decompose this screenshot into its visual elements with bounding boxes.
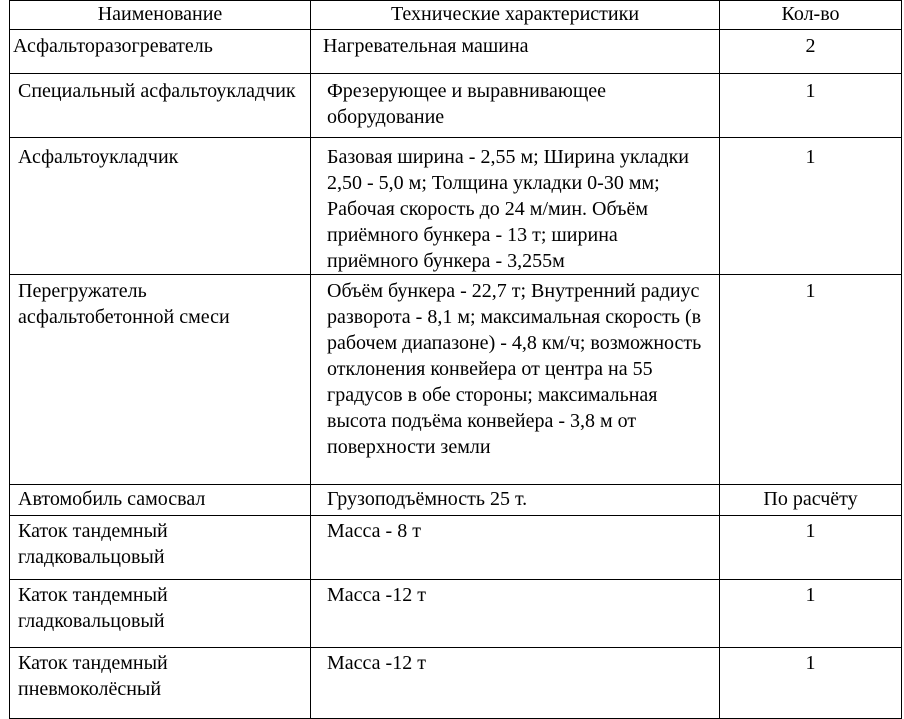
cell-qty-text: По расчёту bbox=[763, 488, 858, 510]
cell-qty-text: 1 bbox=[805, 652, 816, 674]
header-name: Наименование bbox=[10, 1, 311, 30]
cell-tech bbox=[311, 485, 720, 516]
cell-qty-text: 2 bbox=[805, 35, 816, 57]
cell-tech-text: Грузоподъёмность 25 т. bbox=[327, 488, 528, 510]
cell-name-text: Специальный асфальтоукладчик bbox=[18, 80, 296, 102]
cell-name bbox=[10, 74, 311, 138]
cell-name bbox=[10, 485, 311, 516]
cell-name bbox=[10, 516, 311, 580]
cell-name-text: Автомобиль самосвал bbox=[18, 488, 206, 510]
table-row bbox=[10, 30, 902, 74]
table-row bbox=[10, 648, 902, 719]
cell-name-text: Каток тандемный гладковальцовый bbox=[18, 520, 168, 568]
table-row bbox=[10, 580, 902, 648]
cell-qty bbox=[720, 138, 902, 275]
cell-qty-text: 1 bbox=[805, 146, 816, 168]
cell-qty bbox=[720, 275, 902, 485]
cell-qty bbox=[720, 516, 902, 580]
table-row bbox=[10, 485, 902, 516]
header-qty: Кол-во bbox=[720, 1, 902, 30]
cell-qty bbox=[720, 580, 902, 648]
cell-qty-text: 1 bbox=[805, 280, 816, 302]
cell-tech-text: Базовая ширина - 2,55 м; Ширина укладки 2,50 - 5,0 м; Толщина укладки 0-30 мм; Рабочая скорость до 24 м/мин. Объём приёмного бункера - 13 т; ширина приёмного бункера - 3,255м bbox=[327, 146, 689, 272]
cell-name-text: Каток тандемный пневмоколёсный bbox=[18, 652, 168, 700]
cell-tech-text: Масса -12 т bbox=[327, 584, 426, 606]
cell-tech-text: Фрезерующее и выравнивающее оборудование bbox=[327, 80, 606, 128]
cell-qty-text: 1 bbox=[805, 584, 816, 606]
cell-name-text: Перегружатель асфальтобетонной смеси bbox=[18, 280, 230, 328]
cell-tech bbox=[311, 138, 720, 275]
cell-name bbox=[10, 275, 311, 485]
cell-name bbox=[10, 580, 311, 648]
table-row bbox=[10, 74, 902, 138]
cell-qty bbox=[720, 74, 902, 138]
cell-tech bbox=[311, 74, 720, 138]
table-row bbox=[10, 138, 902, 275]
cell-name-text: Асфальтоукладчик bbox=[18, 146, 179, 168]
cell-tech bbox=[311, 648, 720, 719]
cell-tech bbox=[311, 30, 720, 74]
cell-tech-text: Масса -12 т bbox=[327, 652, 426, 674]
table-row bbox=[10, 275, 902, 485]
cell-name bbox=[10, 138, 311, 275]
cell-name bbox=[10, 30, 311, 74]
cell-tech bbox=[311, 580, 720, 648]
table-header-row bbox=[10, 1, 902, 30]
cell-qty bbox=[720, 485, 902, 516]
equipment-table bbox=[9, 0, 902, 719]
cell-tech bbox=[311, 275, 720, 485]
table-row bbox=[10, 516, 902, 580]
cell-tech-text: Нагревательная машина bbox=[323, 35, 529, 57]
cell-tech-text: Объём бункера - 22,7 т; Внутренний радиус разворота - 8,1 м; максимальная скорость (в рабочем диапазоне) - 4,8 км/ч; возможность отклонения конвейера от центра на 55 градусов в обе стороны; максимальная высота подъёма конвейера - 3,8 м от поверхности земли bbox=[327, 280, 702, 458]
cell-tech bbox=[311, 516, 720, 580]
cell-name-text: Каток тандемный гладковальцовый bbox=[18, 584, 168, 632]
cell-tech-text: Масса - 8 т bbox=[327, 520, 421, 542]
cell-qty-text: 1 bbox=[805, 520, 816, 542]
cell-qty-text: 1 bbox=[805, 80, 816, 102]
header-tech: Технические характеристики bbox=[311, 1, 720, 30]
cell-name bbox=[10, 648, 311, 719]
cell-qty bbox=[720, 30, 902, 74]
cell-name-text: Асфальторазогреватель bbox=[13, 35, 213, 57]
cell-qty bbox=[720, 648, 902, 719]
